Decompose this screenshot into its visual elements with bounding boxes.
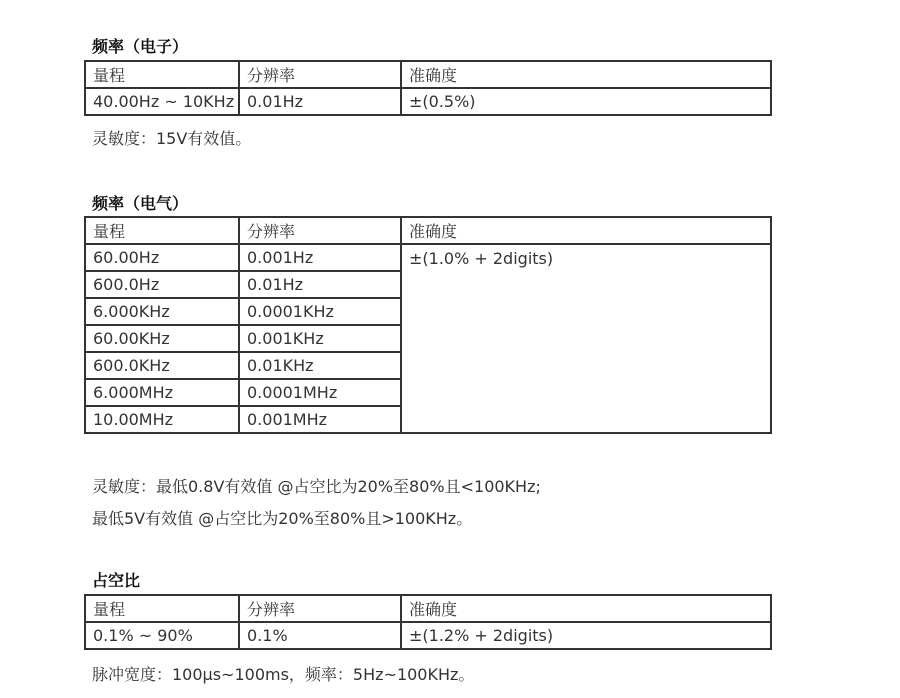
table-header-row [85, 217, 771, 244]
header-accuracy: 准确度 [401, 595, 771, 622]
cell-range: 600.0Hz [85, 271, 239, 298]
cell-range: 10.00MHz [85, 406, 239, 433]
note-sensitivity: 灵敏度：最低0.8V有效值 @占空比为20%至80%且<100KHz; [92, 477, 541, 496]
table-row [85, 88, 771, 115]
header-accuracy: 准确度 [401, 217, 771, 244]
header-range: 量程 [85, 217, 239, 244]
cell-resolution: 0.0001KHz [239, 298, 401, 325]
cell-accuracy: ±(1.2% + 2digits) [401, 622, 771, 649]
cell-accuracy-merged: ±(1.0% + 2digits) [401, 244, 771, 433]
cell-range: 600.0KHz [85, 352, 239, 379]
section-title-frequency-electronic: 频率（电子） [92, 37, 189, 56]
cell-resolution: 0.001Hz [239, 244, 401, 271]
cell-range: 60.00KHz [85, 325, 239, 352]
spec-table-duty-cycle [84, 594, 772, 650]
section-title-frequency-electrical: 频率（电气） [92, 194, 189, 213]
cell-resolution: 0.01Hz [239, 271, 401, 298]
cell-range: 6.000KHz [85, 298, 239, 325]
header-range: 量程 [85, 595, 239, 622]
header-accuracy: 准确度 [401, 61, 771, 88]
cell-range: 40.00Hz ~ 10KHz [85, 88, 239, 115]
header-resolution: 分辨率 [239, 217, 401, 244]
cell-range: 6.000MHz [85, 379, 239, 406]
table-row [85, 622, 771, 649]
cell-resolution: 0.1% [239, 622, 401, 649]
note-pulse-width: 脉冲宽度：100μs~100ms，频率：5Hz~100KHz。 [92, 665, 475, 684]
cell-resolution: 0.001MHz [239, 406, 401, 433]
cell-accuracy: ±(0.5%) [401, 88, 771, 115]
header-resolution: 分辨率 [239, 61, 401, 88]
header-range: 量程 [85, 61, 239, 88]
table-row [85, 244, 771, 271]
spec-table-frequency-electronic [84, 60, 772, 116]
note-sensitivity-continued: 最低5V有效值 @占空比为20%至80%且>100KHz。 [92, 509, 473, 528]
cell-resolution: 0.0001MHz [239, 379, 401, 406]
section-title-duty-cycle: 占空比 [92, 571, 141, 590]
spec-table-frequency-electrical [84, 216, 772, 434]
header-resolution: 分辨率 [239, 595, 401, 622]
cell-resolution: 0.01KHz [239, 352, 401, 379]
cell-range: 60.00Hz [85, 244, 239, 271]
cell-range: 0.1% ~ 90% [85, 622, 239, 649]
table-header-row [85, 595, 771, 622]
cell-resolution: 0.01Hz [239, 88, 401, 115]
note-sensitivity: 灵敏度：15V有效值。 [92, 129, 252, 148]
cell-resolution: 0.001KHz [239, 325, 401, 352]
table-header-row [85, 61, 771, 88]
